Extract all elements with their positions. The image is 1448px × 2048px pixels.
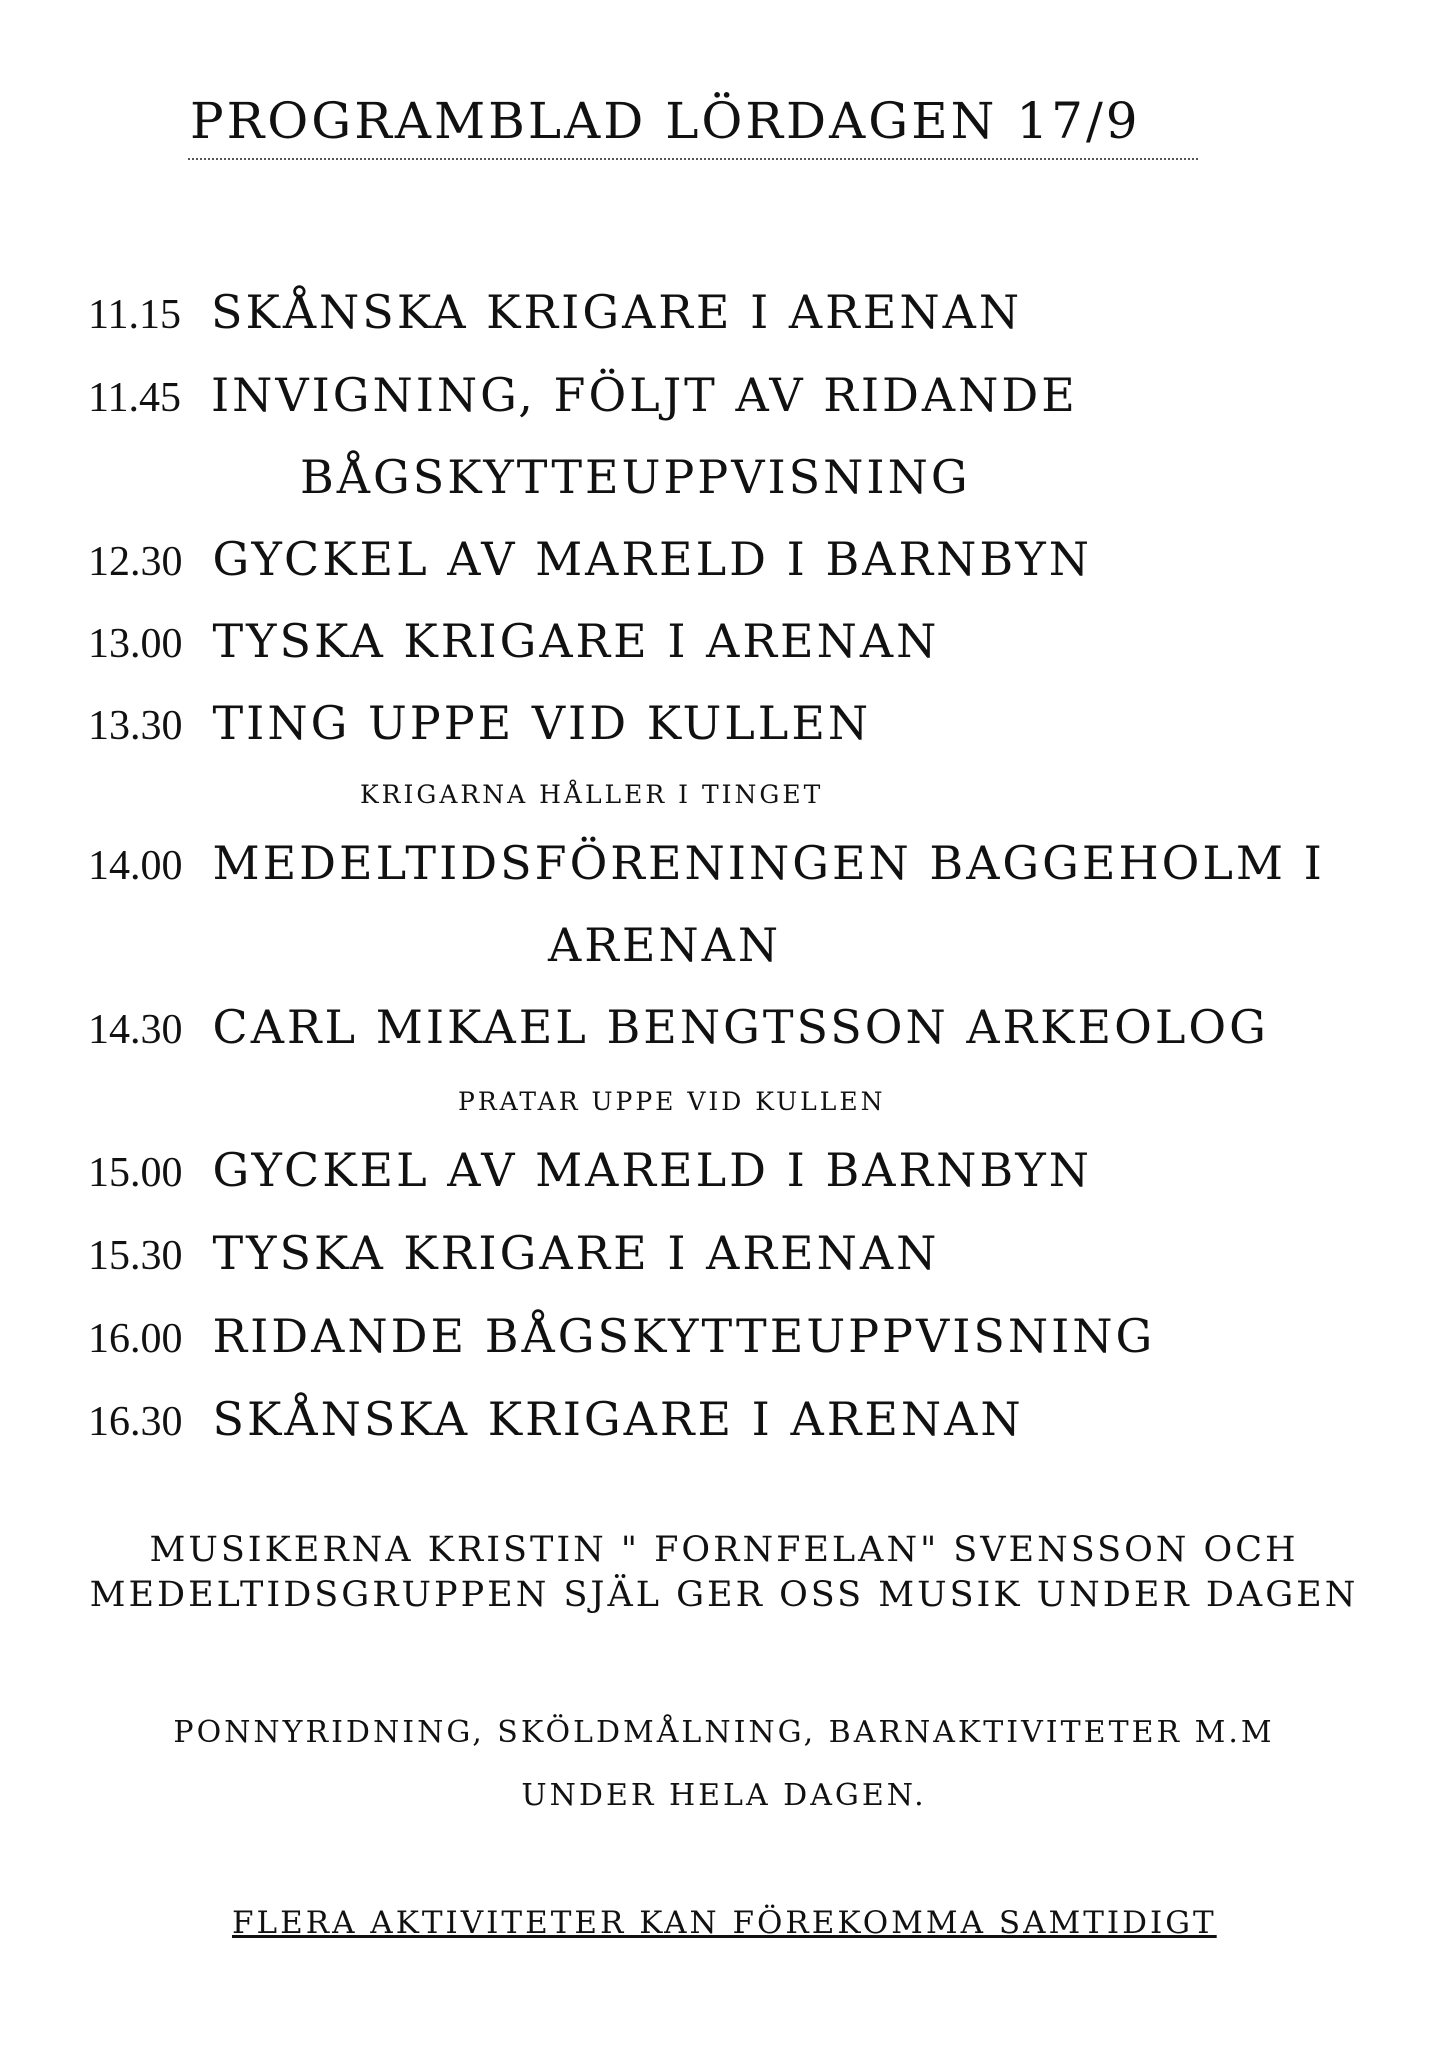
schedule-row [88,614,939,668]
schedule-event: RIDANDE BÅGSKYTTEUPPVISNING [212,1309,1156,1363]
schedule-subnote: KRIGARNA HÅLLER I TINGET [360,780,824,809]
schedule-time: 15.30 [88,1233,183,1279]
schedule-event-continuation: ARENAN [548,918,782,972]
schedule-row [88,285,1022,339]
music-note-line: MEDELTIDSGRUPPEN SJÄL GER OSS MUSIK UNDER DAGEN [89,1575,1359,1615]
schedule-row [88,1000,1269,1054]
schedule-event: MEDELTIDSFÖRENINGEN BAGGEHOLM I [212,836,1325,890]
schedule-row [88,1226,939,1280]
schedule-event: INVIGNING, FÖLJT AV RIDANDE [210,368,1078,422]
schedule-time: 16.30 [88,1399,183,1445]
schedule-row [88,696,871,750]
schedule-event: GYCKEL AV MARELD I BARNBYN [212,1143,1092,1197]
schedule-time: 11.45 [88,375,181,421]
schedule-event-continuation: BÅGSKYTTEUPPVISNING [300,450,971,504]
schedule-event: SKÅNSKA KRIGARE I ARENAN [212,1392,1024,1446]
schedule-event: SKÅNSKA KRIGARE I ARENAN [210,285,1023,339]
schedule-subnote: PRATAR UPPE VID KULLEN [458,1087,886,1116]
music-note-line: MUSIKERNA KRISTIN " FORNFELAN" SVENSSON OCH [149,1530,1299,1570]
schedule-time: 14.00 [88,843,183,889]
schedule-row [88,836,1325,890]
schedule-event: GYCKEL AV MARELD I BARNBYN [212,532,1092,586]
activities-note-line: PONNYRIDNING, SKÖLDMÅLNING, BARNAKTIVITETER M.M [173,1715,1275,1750]
page-title: PROGRAMBLAD LÖRDAGEN 17/9 [190,92,1141,150]
schedule-event: TYSKA KRIGARE I ARENAN [212,614,940,668]
schedule-event: TING UPPE VID KULLEN [212,696,872,750]
schedule-time: 13.30 [88,703,183,749]
activities-note-line: UNDER HELA DAGEN. [521,1778,927,1813]
schedule-time: 11.15 [88,292,181,338]
schedule-row [88,1392,1024,1446]
schedule-row [88,532,1092,586]
footer-note: FLERA AKTIVITETER KAN FÖREKOMMA SAMTIDIGT [232,1905,1217,1941]
schedule-time: 15.00 [88,1150,183,1196]
schedule-time: 12.30 [88,539,183,585]
schedule-event: TYSKA KRIGARE I ARENAN [212,1226,940,1280]
schedule-row [88,1143,1092,1197]
schedule-time: 14.30 [88,1007,183,1053]
schedule-event: CARL MIKAEL BENGTSSON ARKEOLOG [212,1000,1269,1054]
schedule-row [88,368,1078,422]
schedule-time: 16.00 [88,1316,183,1362]
schedule-time: 13.00 [88,621,183,667]
title-underline [188,158,1198,160]
schedule-row [88,1309,1155,1363]
